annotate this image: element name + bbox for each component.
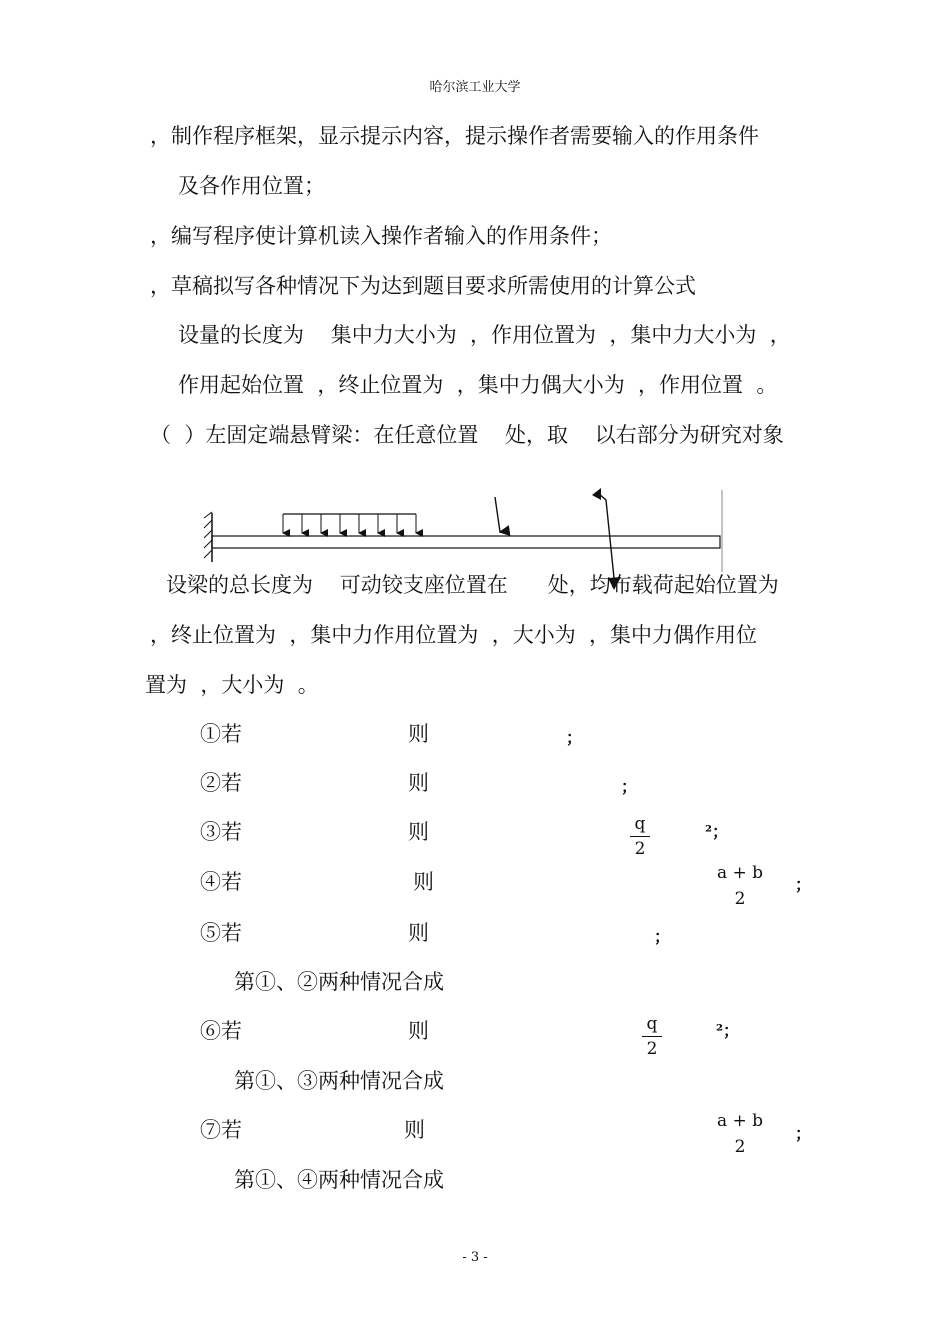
combo-1-3: 第①、③两种情况合成 <box>234 1069 444 1093</box>
case-2-mark: ②若 <box>200 771 242 795</box>
case-3-frac-den: 2 <box>634 839 646 859</box>
combo-1-2: 第①、②两种情况合成 <box>234 970 444 994</box>
case-1-then: 则 <box>408 722 429 746</box>
case-1-mark: ①若 <box>200 722 242 746</box>
paragraph-line-2: 及各作用位置； <box>178 174 325 198</box>
page-header: 哈尔滨工业大学 <box>429 80 521 95</box>
distributed-load <box>283 514 416 533</box>
paragraph-line-6: 作用起始位置 ，终止位置为 ，集中力偶大小为 ，作用位置 。 <box>178 373 778 397</box>
case-3-tail: ²； <box>705 822 729 841</box>
beam <box>212 536 720 548</box>
case-3-mark: ③若 <box>200 820 242 844</box>
case-2-tail: ； <box>621 777 638 796</box>
case-5-tail: ； <box>654 927 671 946</box>
case-3-frac-num: q <box>634 814 646 834</box>
paragraph-line-3: ，编写程序使计算机读入操作者输入的作用条件； <box>150 224 612 248</box>
case-4-frac-num: a + b <box>716 863 764 883</box>
case-4-mark: ④若 <box>200 870 242 894</box>
case-3-fraction <box>630 813 650 860</box>
case-5-then: 则 <box>408 921 429 945</box>
case-7-frac-num: a + b <box>716 1111 764 1131</box>
case-6-tail: ²； <box>716 1021 740 1040</box>
paragraph-line-9: ，终止位置为 ，集中力作用位置为 ，大小为 ，集中力偶作用位 <box>150 623 758 647</box>
case-2-then: 则 <box>408 771 429 795</box>
case-7-then: 则 <box>404 1118 425 1142</box>
page-number: - 3 - <box>462 1250 488 1265</box>
section-heading-cantilever: （ ）左固定端悬臂梁：在任意位置 处，取 以右部分为研究对象 <box>150 423 784 447</box>
case-4-then: 则 <box>413 870 434 894</box>
case-6-then: 则 <box>408 1019 429 1043</box>
case-6-frac-den: 2 <box>646 1039 658 1059</box>
paragraph-line-1: ，制作程序框架，显示提示内容，提示操作者需要输入的作用条件 <box>150 124 759 148</box>
case-4-fraction <box>712 862 768 910</box>
case-7-mark: ⑦若 <box>200 1118 242 1142</box>
case-3-then: 则 <box>408 820 429 844</box>
combo-1-4: 第①、④两种情况合成 <box>234 1168 444 1192</box>
case-6-fraction <box>642 1013 662 1060</box>
case-7-tail: ； <box>795 1124 812 1143</box>
case-6-mark: ⑥若 <box>200 1019 242 1043</box>
paragraph-line-5: 设量的长度为 集中力大小为 ，作用位置为 ，集中力大小为 ， <box>178 323 791 347</box>
case-6-frac-num: q <box>646 1014 658 1034</box>
point-load-arrow <box>495 497 500 532</box>
fixed-support-hatch <box>204 512 212 562</box>
case-4-frac-den: 2 <box>734 889 746 909</box>
paragraph-line-10: 置为 ，大小为 。 <box>145 673 319 697</box>
paragraph-line-8: 设梁的总长度为 可动铰支座位置在 处，均布载荷起始位置为 <box>166 573 779 597</box>
case-4-tail: ； <box>795 875 812 894</box>
case-7-fraction <box>712 1110 768 1158</box>
paragraph-line-4: ，草稿拟写各种情况下为达到题目要求所需使用的计算公式 <box>150 274 696 298</box>
case-7-frac-den: 2 <box>734 1137 746 1157</box>
case-5-mark: ⑤若 <box>200 921 242 945</box>
case-1-tail: ； <box>566 728 583 747</box>
